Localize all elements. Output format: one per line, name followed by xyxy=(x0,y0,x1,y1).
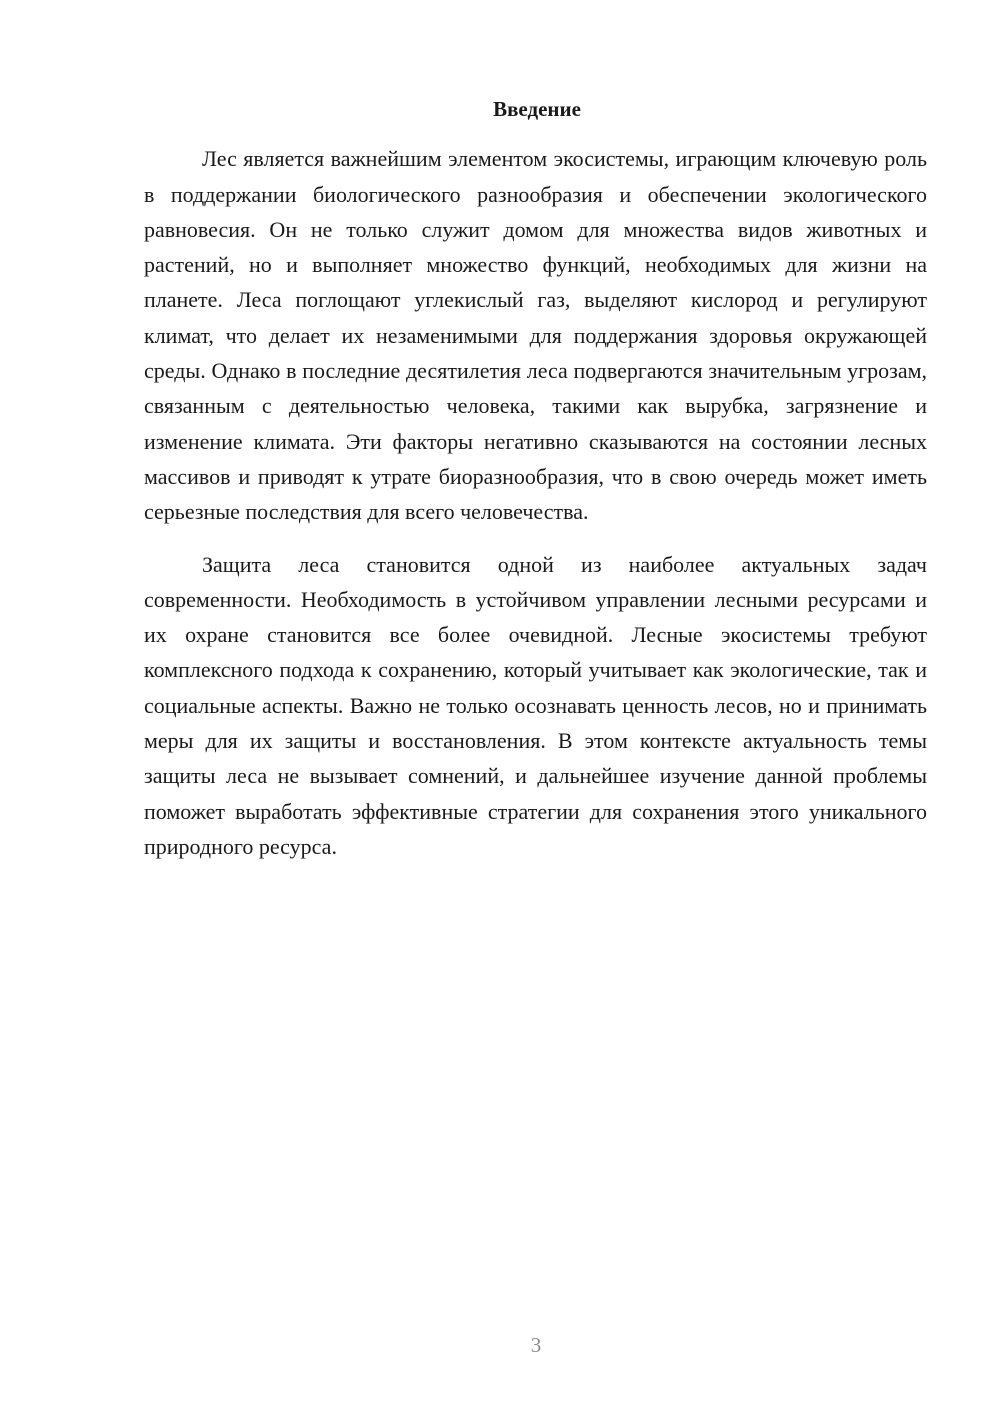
document-body xyxy=(144,92,927,864)
paragraph-1: Лес является важнейшим элементом экосистемы, играющим ключевую роль в поддержании биологического разнообразия и обеспечении экологического равновесия. Он не только служит домом для множества видов животных и растений, но и выполняет множество функций, необходимых для жизни на планете. Леса поглощают углекислый газ, выделяют кислород и регулируют климат, что делает их незаменимыми для поддержания здоровья окружающей среды. Однако в последние десятилетия леса подвергаются значительным угрозам, связанным с деятельностью человека, такими как вырубка, загрязнение и изменение климата. Эти факторы негативно сказываются на состоянии лесных массивов и приводят к утрате биоразнообразия, что в свою очередь может иметь серьезные последствия для всего человечества. xyxy=(144,146,927,525)
paragraph-2: Защита леса становится одной из наиболее актуальных задач современности. Необходимость в устойчивом управлении лесными ресурсами и их охране становится все более очевидной. Лесные экосистемы требуют комплексного подхода к сохранению, который учитывает как экологические, так и социальные аспекты. Важно не только осознавать ценность лесов, но и принимать меры для их защиты и восстановления. В этом контексте актуальность темы защиты леса не вызывает сомнений, и дальнейшее изучение данной проблемы поможет выработать эффективные стратегии для сохранения этого уникального природного ресурса. xyxy=(144,551,927,859)
page-number: 3 xyxy=(530,1333,542,1357)
section-title: Введение xyxy=(493,97,581,121)
